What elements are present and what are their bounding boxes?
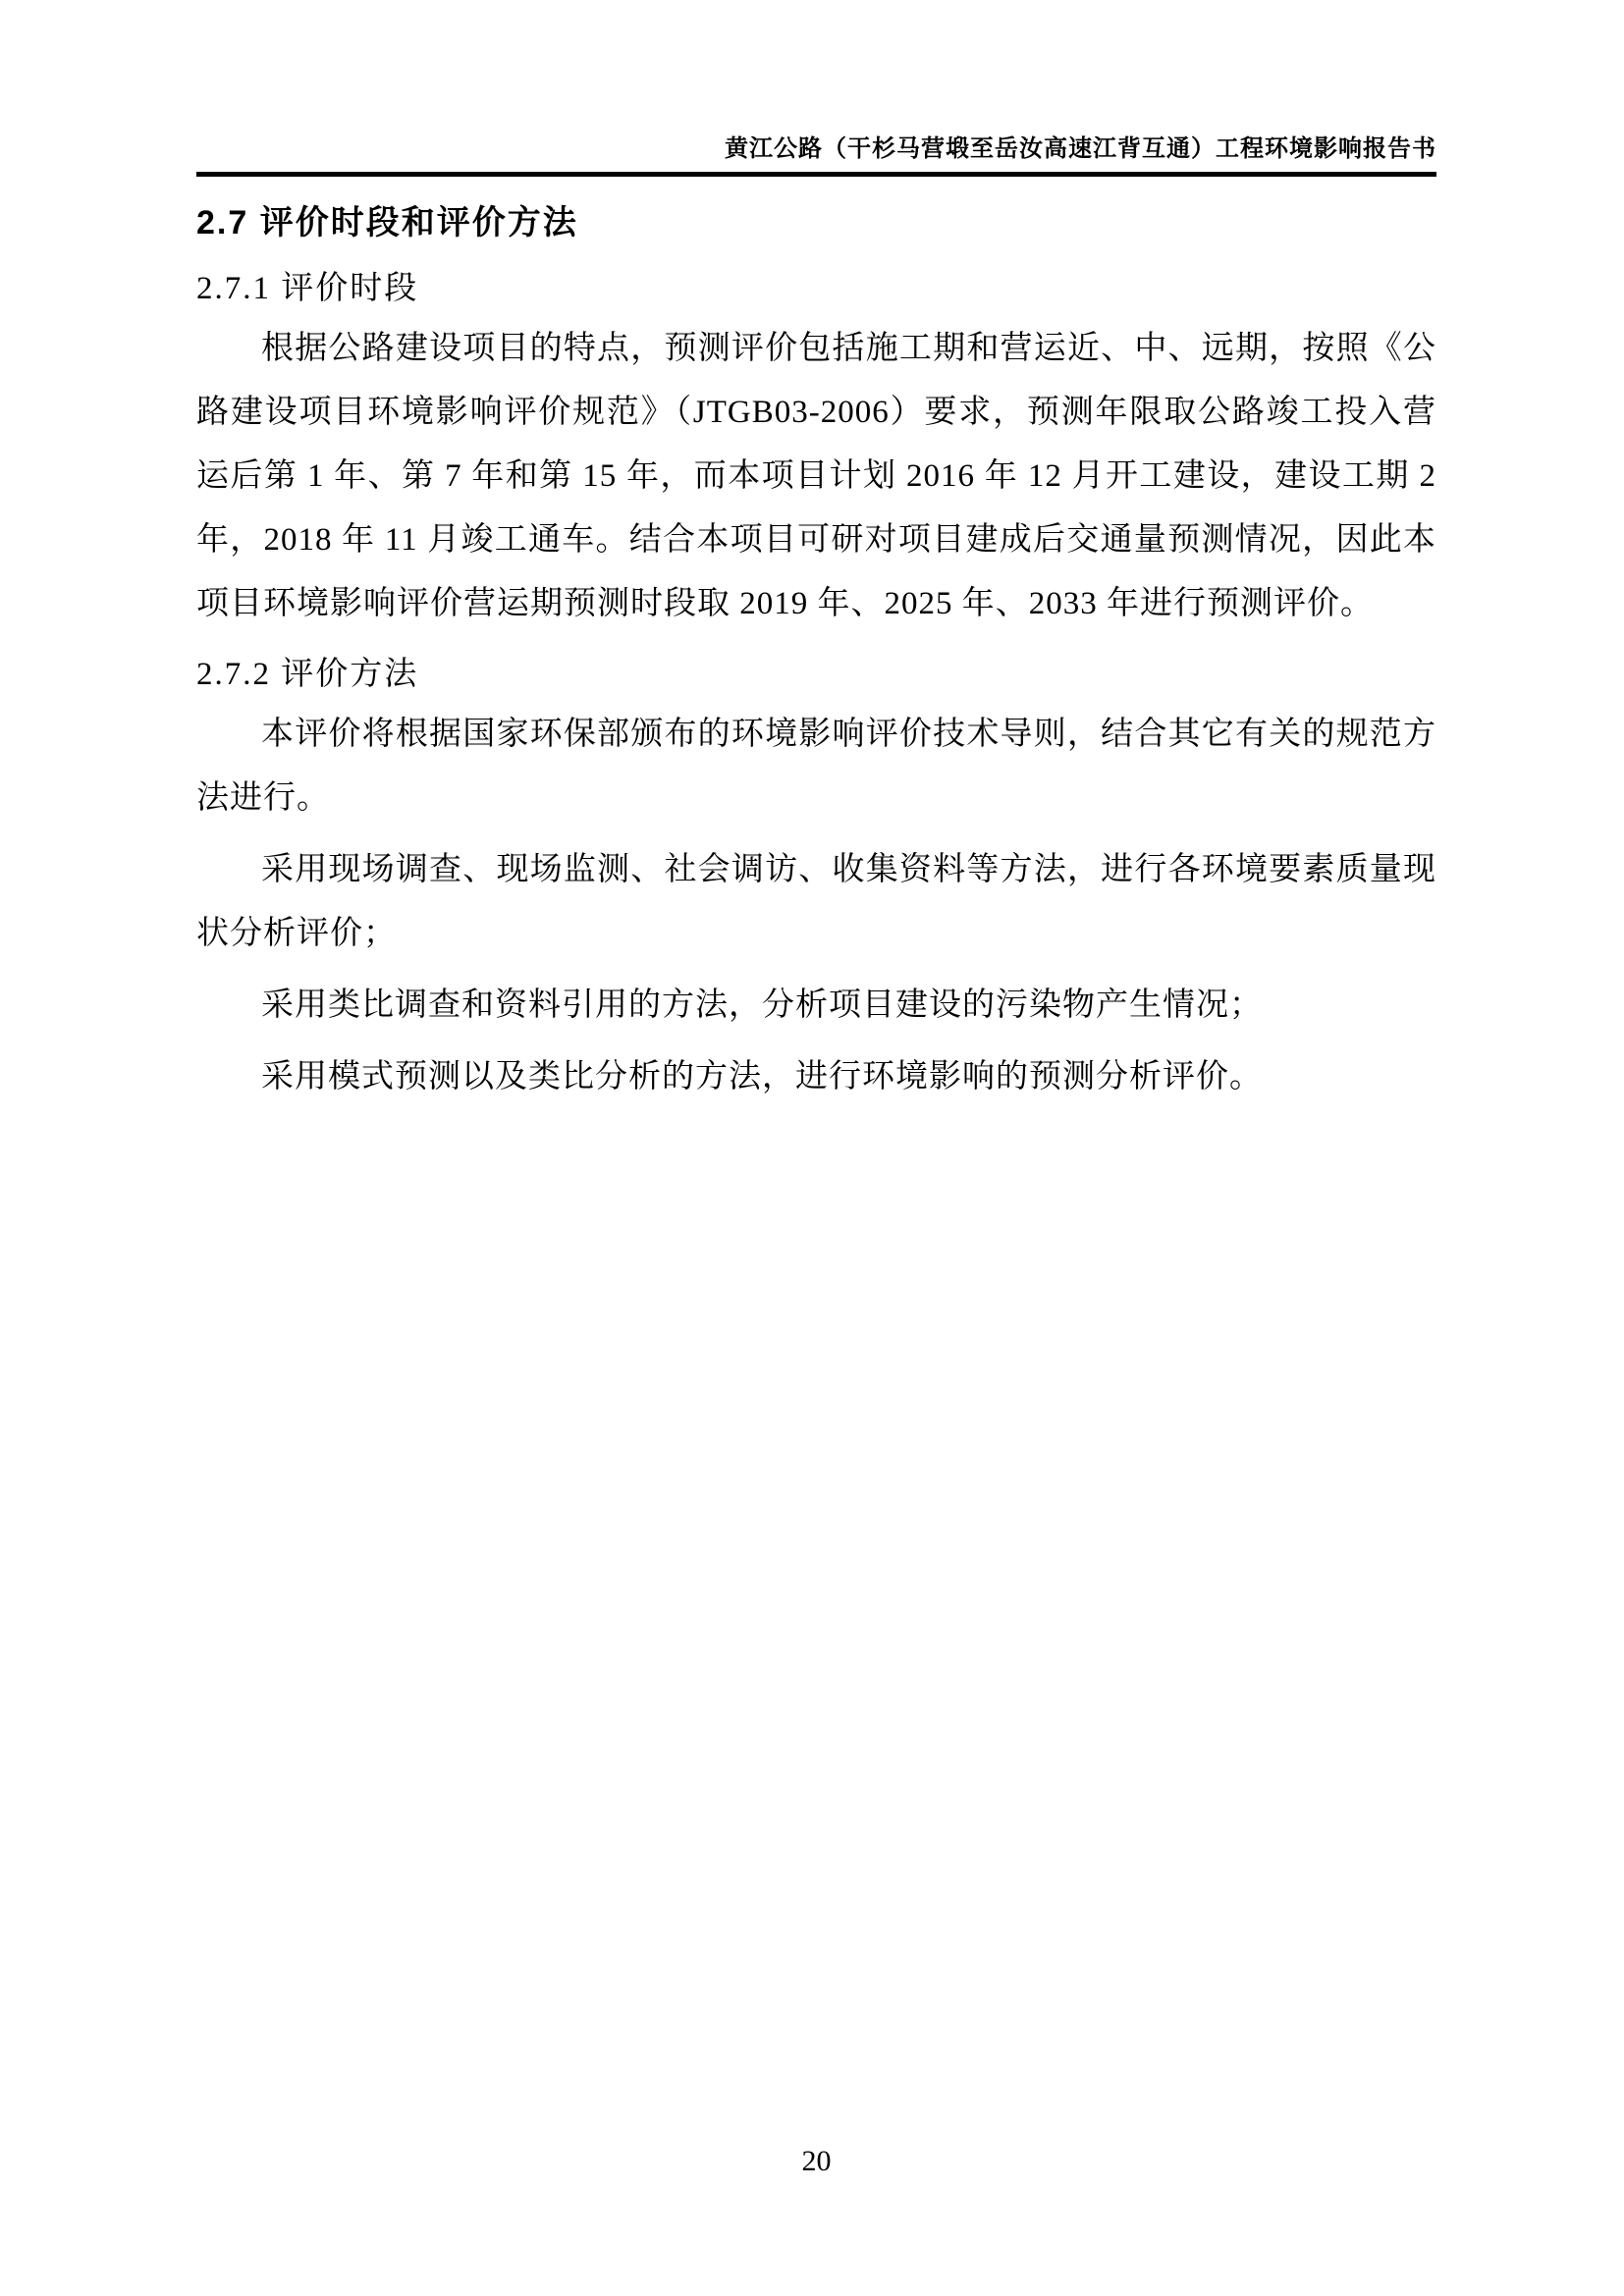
section-2-7-heading: 2.7 评价时段和评价方法 <box>196 204 578 241</box>
para-evaluation-period: 根据公路建设项目的特点，预测评价包括施工期和营运近、中、远期，按照《公路建设项目环境影响评价规范》（JTGB03-2006）要求，预测年限取公路竣工投入营运后第 1 年、第 7 年和第 15 年，而本项目计划 2016 年 12 月开工建设，建设工期 2 年，2018 年 11 月竣工通车。结合本项目可研对项目建成后交通量预测情况，因此本项目环境影响评价营运期预测时段取 2019 年、2025 年、2033 年进行预测评价。 <box>196 331 1436 621</box>
page-content <box>196 0 1436 1117</box>
section-2-7-1-heading: 2.7.1 评价时段 <box>196 271 419 306</box>
para-method-analogy-survey: 采用类比调查和资料引用的方法，分析项目建设的污染物产生情况； <box>261 988 1263 1023</box>
para-evaluation-method-intro: 本评价将根据国家环保部颁布的环境影响评价技术导则，结合其它有关的规范方法进行。 <box>196 717 1436 816</box>
section-2-7-2-heading: 2.7.2 评价方法 <box>196 657 419 692</box>
para-method-model-prediction: 采用模式预测以及类比分析的方法，进行环境影响的预测分析评价。 <box>261 1059 1263 1095</box>
para-method-survey: 采用现场调查、现场监测、社会调访、收集资料等方法，进行各环境要素质量现状分析评价； <box>196 852 1436 951</box>
page-number: 20 <box>801 2145 832 2177</box>
page-header <box>196 0 1436 177</box>
header-title-text: 黄江公路（干杉马营塅至岳汝高速江背互通）工程环境影响报告书 <box>725 136 1436 162</box>
